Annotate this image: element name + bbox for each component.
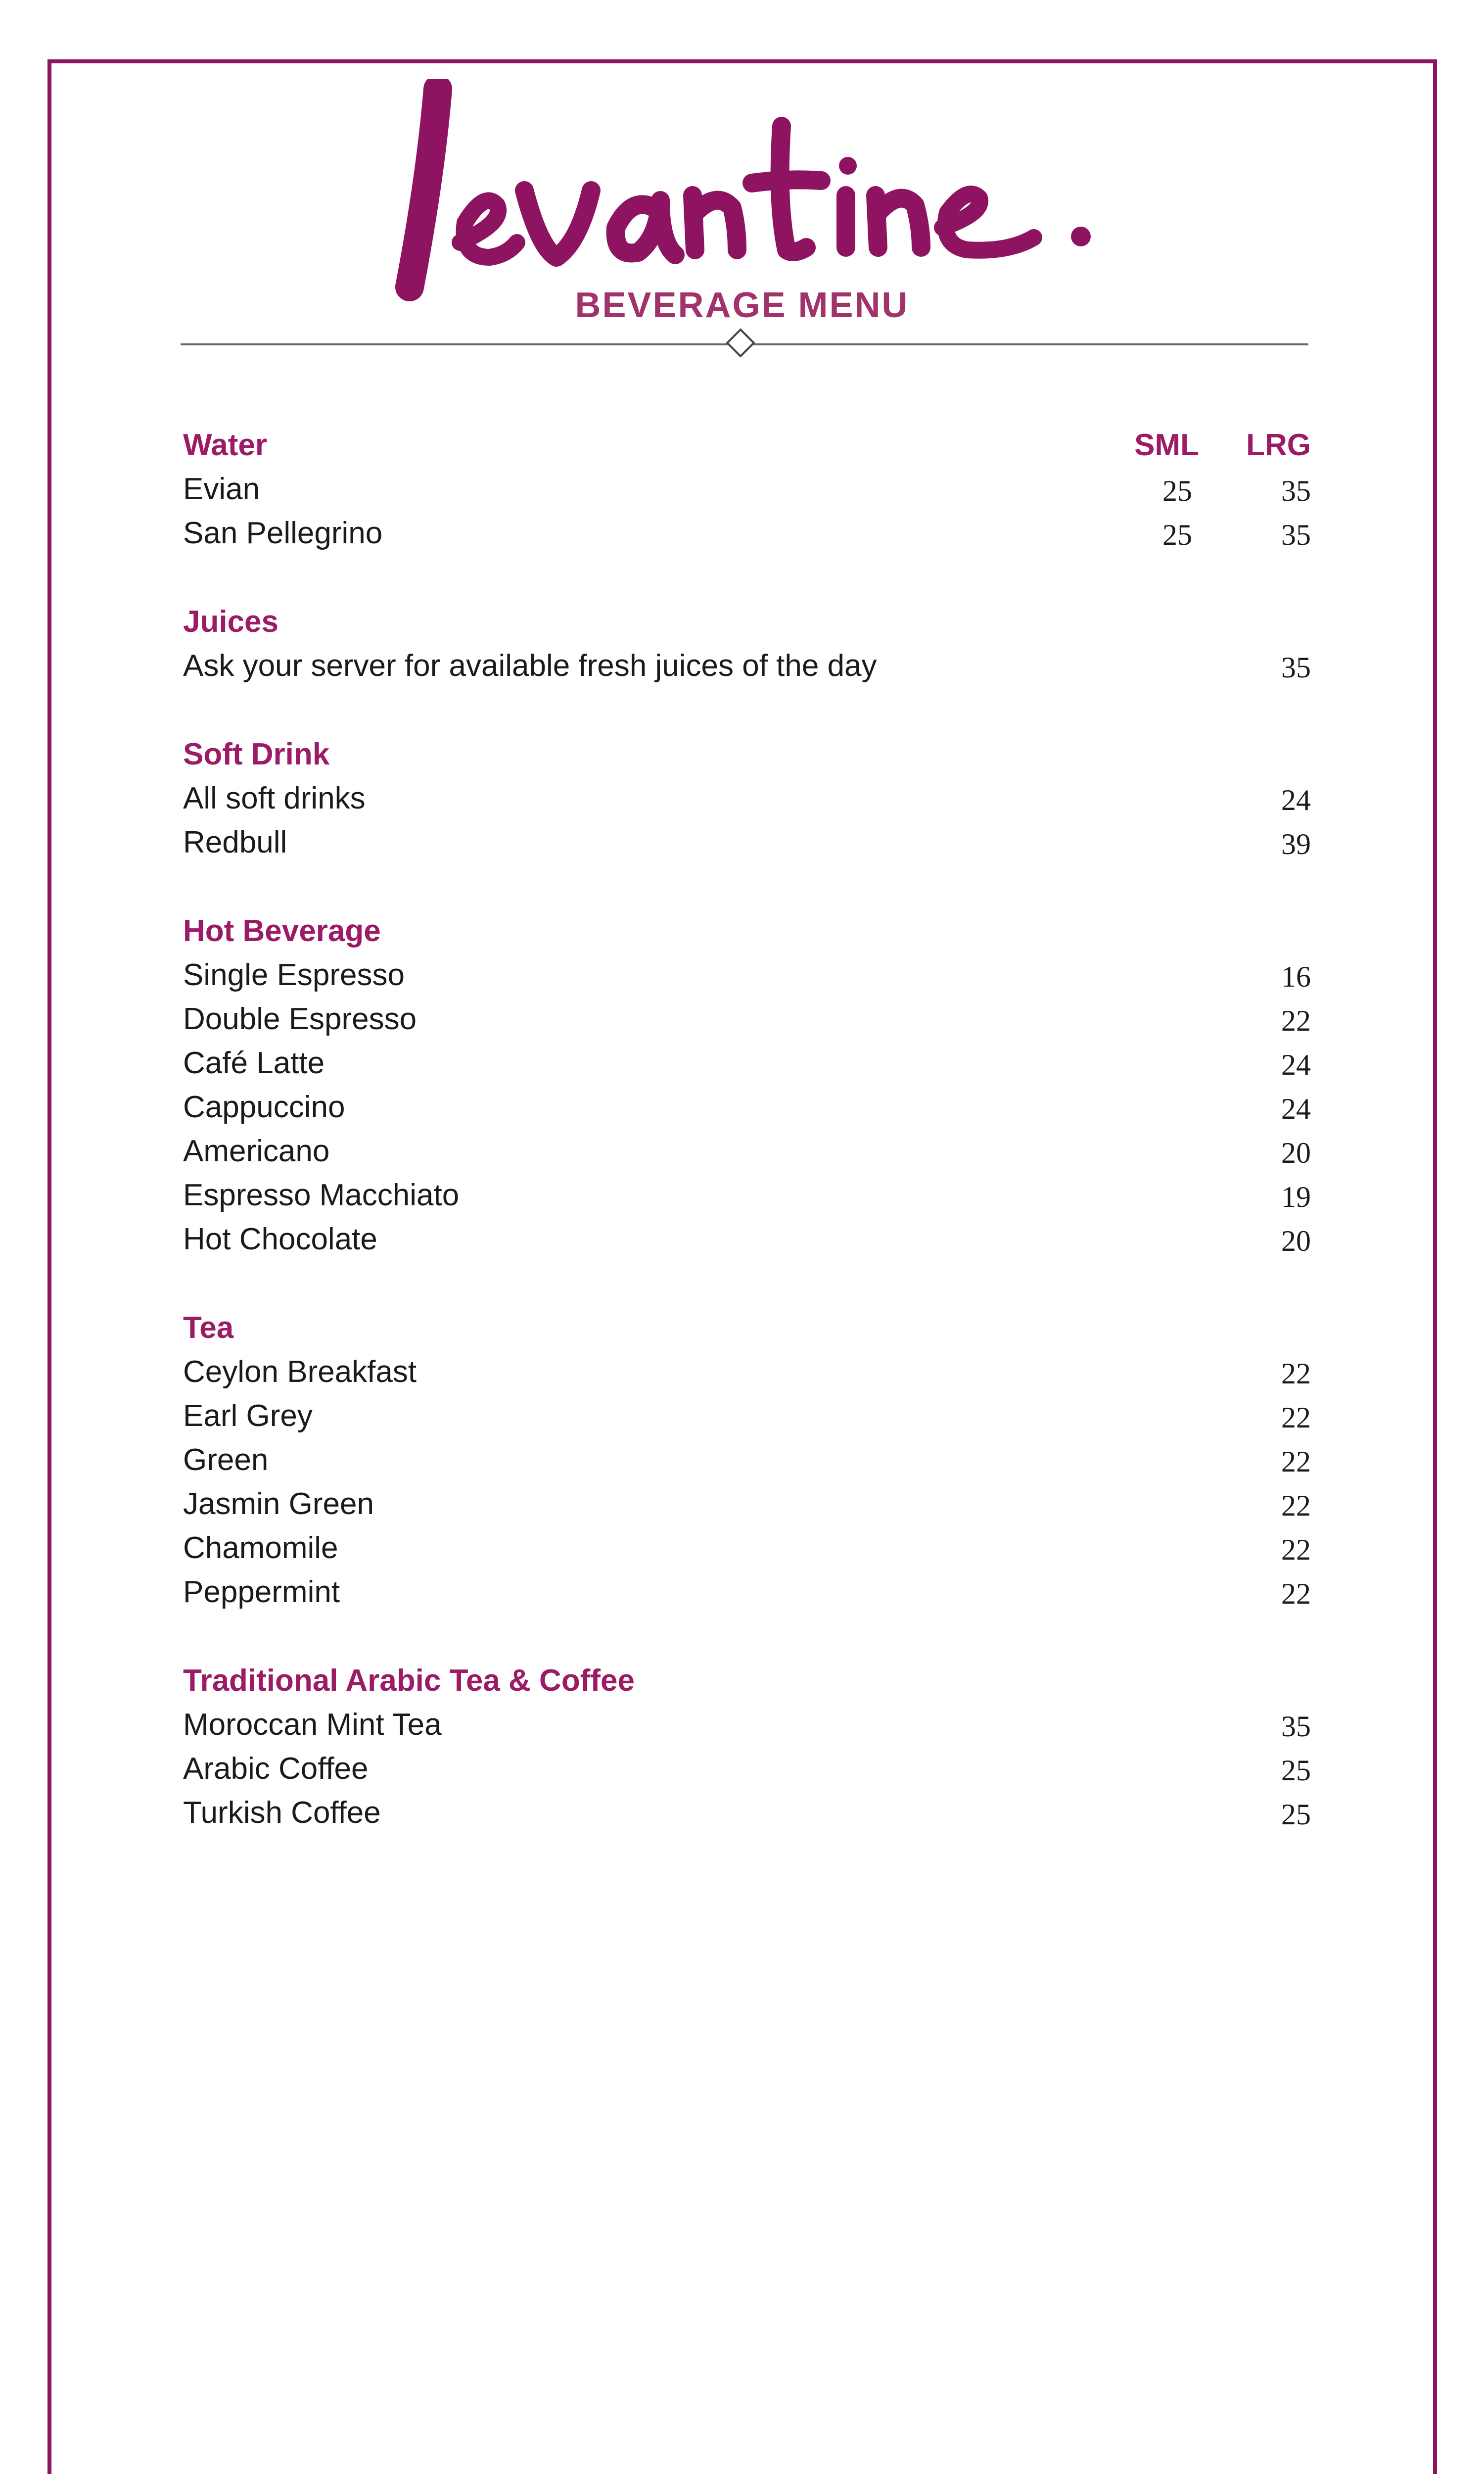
price: 22 xyxy=(1281,1004,1311,1037)
section-header xyxy=(183,909,1311,953)
section-tea xyxy=(183,1306,1311,1614)
menu-item-name: Arabic Coffee xyxy=(183,1752,369,1786)
menu-item-name: Peppermint xyxy=(183,1575,340,1609)
menu-item-name: San Pellegrino xyxy=(183,516,383,550)
menu-item-name: Ceylon Breakfast xyxy=(183,1355,417,1389)
column-header-lrg: LRG xyxy=(1246,428,1311,462)
levantine-logo xyxy=(391,79,1103,307)
price: 22 xyxy=(1281,1401,1311,1434)
menu-item-name: Americano xyxy=(183,1134,330,1168)
price: 20 xyxy=(1281,1225,1311,1257)
menu-item xyxy=(183,1173,1311,1217)
section-juices xyxy=(183,600,1311,688)
price: 22 xyxy=(1281,1577,1311,1610)
menu-list xyxy=(183,423,1311,1879)
price: 20 xyxy=(1281,1137,1311,1169)
section-title: Tea xyxy=(183,1311,234,1345)
column-header-sml: SML xyxy=(1134,428,1199,462)
price: 24 xyxy=(1281,784,1311,816)
price: 22 xyxy=(1281,1489,1311,1522)
menu-item-name: Cappuccino xyxy=(183,1090,345,1124)
menu-item xyxy=(183,644,1311,688)
beverage-menu-title: BEVERAGE MENU xyxy=(575,285,909,325)
price: 16 xyxy=(1281,960,1311,993)
menu-item xyxy=(183,1570,1311,1614)
menu-item-name: Turkish Coffee xyxy=(183,1796,381,1830)
price-small: 25 xyxy=(1162,519,1192,551)
menu-item xyxy=(183,997,1311,1041)
section-water xyxy=(183,423,1311,555)
price: 25 xyxy=(1281,1798,1311,1831)
section-header xyxy=(183,600,1311,644)
price: 35 xyxy=(1281,651,1311,684)
menu-item xyxy=(183,820,1311,864)
menu-item xyxy=(183,1350,1311,1394)
menu-item-name: Jasmin Green xyxy=(183,1487,374,1521)
price: 22 xyxy=(1281,1533,1311,1566)
section-header xyxy=(183,732,1311,776)
section-header xyxy=(183,1306,1311,1350)
menu-item xyxy=(183,1217,1311,1261)
section-title: Traditional Arabic Tea & Coffee xyxy=(183,1664,635,1698)
price: 22 xyxy=(1281,1445,1311,1478)
section-traditional-arabic-tea-and-coffee xyxy=(183,1659,1311,1835)
menu-item xyxy=(183,1526,1311,1570)
price: 22 xyxy=(1281,1357,1311,1390)
menu-item-name: Earl Grey xyxy=(183,1399,313,1433)
menu-item-name: Café Latte xyxy=(183,1046,325,1080)
menu-item xyxy=(183,467,1311,511)
menu-item xyxy=(183,1438,1311,1482)
price-small: 25 xyxy=(1162,475,1192,507)
section-soft-drink xyxy=(183,732,1311,864)
menu-item-name: Espresso Macchiato xyxy=(183,1178,460,1212)
menu-item xyxy=(183,1041,1311,1085)
section-hot-beverage xyxy=(183,909,1311,1261)
menu-item-name: Ask your server for available fresh juices of the day xyxy=(183,649,877,683)
price-large: 35 xyxy=(1281,519,1311,551)
menu-item xyxy=(183,1703,1311,1747)
menu-item xyxy=(183,1791,1311,1835)
menu-item-name: Evian xyxy=(183,472,260,506)
menu-item xyxy=(183,1482,1311,1526)
section-title: Juices xyxy=(183,605,279,639)
section-title: Water xyxy=(183,428,267,462)
menu-item-name: Redbull xyxy=(183,825,287,859)
menu-item-name: Green xyxy=(183,1443,269,1477)
menu-item xyxy=(183,776,1311,820)
menu-item-name: All soft drinks xyxy=(183,781,366,815)
price: 25 xyxy=(1281,1754,1311,1787)
price: 39 xyxy=(1281,828,1311,860)
price: 24 xyxy=(1281,1048,1311,1081)
price-large: 35 xyxy=(1281,475,1311,507)
section-header xyxy=(183,423,1311,467)
section-title: Soft Drink xyxy=(183,737,330,771)
menu-item-name: Hot Chocolate xyxy=(183,1222,377,1256)
menu-item-name: Chamomile xyxy=(183,1531,338,1565)
menu-item xyxy=(183,1394,1311,1438)
menu-item xyxy=(183,953,1311,997)
menu-item xyxy=(183,1085,1311,1129)
price: 19 xyxy=(1281,1181,1311,1213)
menu-item xyxy=(183,511,1311,555)
menu-item xyxy=(183,1129,1311,1173)
section-title: Hot Beverage xyxy=(183,914,381,948)
section-header xyxy=(183,1659,1311,1703)
price: 35 xyxy=(1281,1710,1311,1743)
menu-item xyxy=(183,1747,1311,1791)
price: 24 xyxy=(1281,1093,1311,1125)
menu-item-name: Double Espresso xyxy=(183,1002,417,1036)
menu-item-name: Single Espresso xyxy=(183,958,405,992)
menu-item-name: Moroccan Mint Tea xyxy=(183,1708,442,1742)
